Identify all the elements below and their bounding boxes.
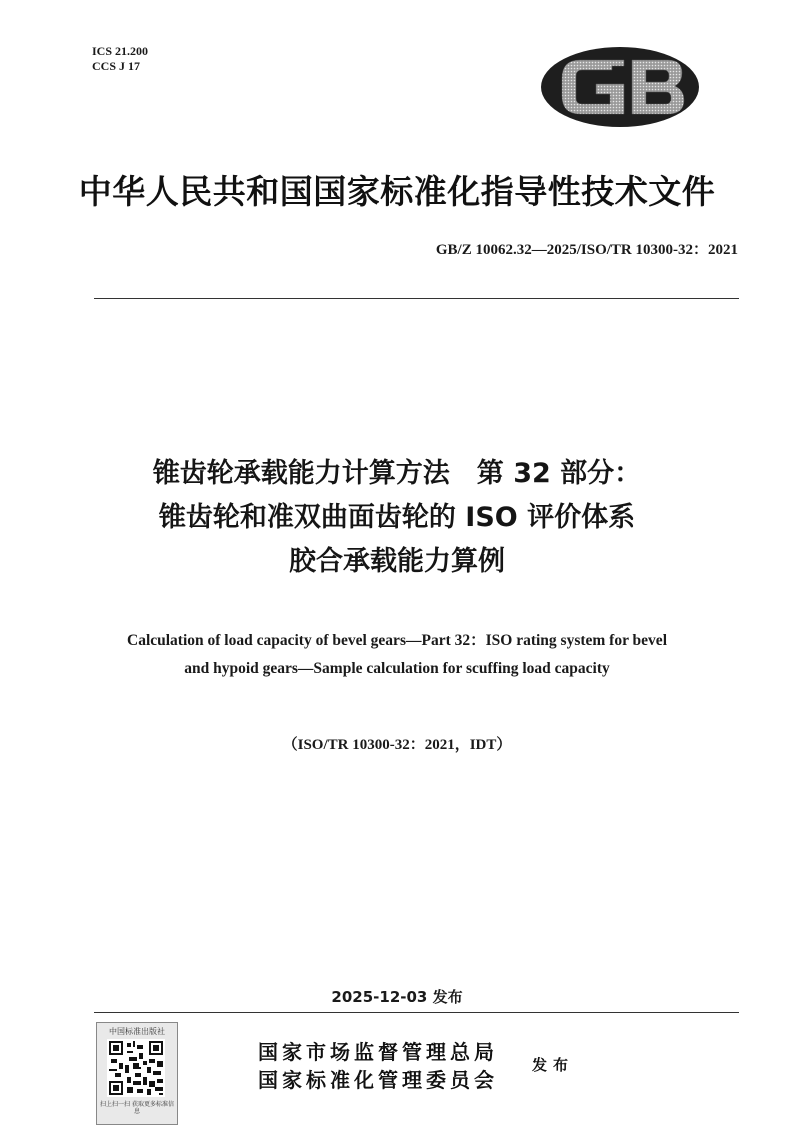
top-divider (94, 298, 739, 299)
qr-header: 中国标准出版社 (109, 1027, 165, 1036)
qr-caption: 扫上扫一扫 获取更多标准信息 (100, 1101, 174, 1115)
classification-codes (92, 44, 148, 74)
issue-date: 2025-12-03 发布 (331, 988, 463, 1006)
gb-logo-icon (540, 46, 700, 128)
bottom-divider (94, 1012, 739, 1013)
chinese-title (0, 452, 794, 584)
english-title-line-2: and hypoid gears—Sample calculation for scuffing load capacity (184, 660, 610, 677)
chinese-title-line-1: 锥齿轮承载能力计算方法 第 32 部分： (152, 458, 642, 489)
qr-code-icon (107, 1039, 165, 1097)
english-title (60, 627, 734, 683)
issue-action: 发布 (532, 1056, 575, 1074)
chinese-title-line-2: 锥齿轮和准双曲面齿轮的 ISO 评价体系 (158, 502, 636, 533)
ccs-code: CCS J 17 (92, 59, 141, 73)
issuer-line-2: 国家标准化管理委员会 (258, 1068, 498, 1092)
adoption-note: （ISO/TR 10300-32：2021，IDT） (282, 737, 512, 753)
ics-code: ICS 21.200 (92, 44, 149, 58)
chinese-title-line-3: 胶合承载能力算例 (289, 546, 505, 577)
document-type-heading: 中华人民共和国国家标准化指导性技术文件 (78, 172, 716, 211)
standard-number: GB/Z 10062.32—2025/ISO/TR 10300-32：2021 (435, 242, 738, 258)
english-title-line-1: Calculation of load capacity of bevel gears—Part 32：ISO rating system for bevel (127, 632, 667, 649)
issuer-line-1: 国家市场监督管理总局 (258, 1040, 498, 1064)
issuing-authorities (258, 1038, 498, 1094)
qr-code-sticker[interactable] (96, 1022, 178, 1125)
